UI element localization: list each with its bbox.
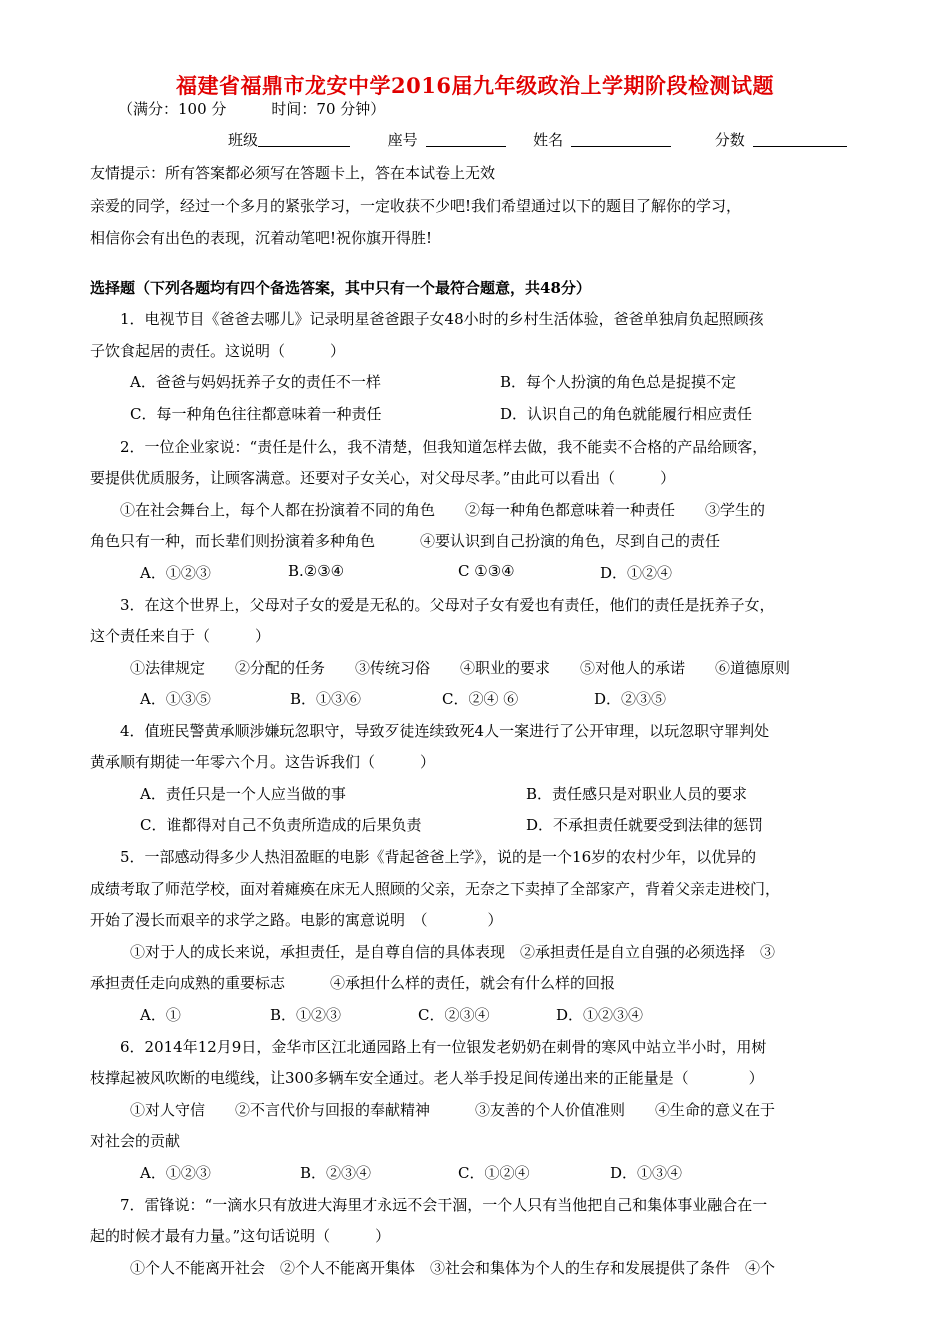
q2-stem-2: 要提供优质服务，让顾客满意。还要对子女关心，对父母尽孝。”由此可以看出（ ）: [90, 469, 676, 487]
q3-option-c: C．②④ ⑥: [442, 690, 519, 708]
q2-statements-1: ①在社会舞台上，每个人都在扮演着不同的角色 ②每一种角色都意味着一种责任 ③学生的: [120, 501, 766, 519]
name-label: 姓名: [533, 131, 564, 149]
q6-statements-1: ①对人守信 ②不言代价与回报的奉献精神 ③友善的个人价值准则 ④生命的意义在于: [130, 1101, 776, 1119]
q6-option-d: D．①③④: [610, 1164, 683, 1182]
q5-statements-1: ①对于人的成长来说，承担责任，是自尊自信的具体表现 ②承担责任是自立自强的必须选择 ③: [130, 943, 776, 961]
q5-option-c: C．②③④: [418, 1006, 490, 1024]
q3-option-a: A．①③⑤: [140, 690, 211, 708]
q3-option-b: B．①③⑥: [290, 690, 362, 708]
q6-option-b: B．②③④: [300, 1164, 372, 1182]
q5-option-a: A．①: [140, 1006, 181, 1024]
q3-option-d: D．②③⑤: [594, 690, 667, 708]
q5-statements-2: 承担责任走向成熟的重要标志 ④承担什么样的责任，就会有什么样的回报: [90, 974, 616, 992]
q5-stem-3: 开始了漫长而艰辛的求学之路。电影的寓意说明 （ ）: [90, 911, 503, 929]
seat-label: 座号: [387, 131, 418, 149]
q2-option-b: B.②③④: [288, 562, 345, 580]
q3-stem-2: 这个责任来自于（ ）: [90, 627, 271, 645]
q6-option-c: C．①②④: [458, 1164, 530, 1182]
class-blank: [258, 132, 350, 147]
q2-option-c: C ①③④: [458, 562, 515, 580]
q5-option-d: D．①②③④: [556, 1006, 644, 1024]
q6-stem-2: 枝撑起被风吹断的电缆线，让300多辆车安全通过。老人举手投足间传递出来的正能量是（ ）: [90, 1069, 764, 1087]
q2-option-d: D．①②④: [600, 564, 673, 582]
section-heading: 选择题（下列各题均有四个备选答案，其中只有一个最符合题意，共48分）: [90, 279, 591, 297]
q2-option-a: A．①②③: [140, 564, 211, 582]
intro-line-1: 亲爱的同学，经过一个多月的紧张学习，一定收获不少吧!我们希望通过以下的题目了解你的学习，: [90, 197, 742, 215]
q1-option-b: B．每个人扮演的角色总是捉摸不定: [500, 373, 737, 391]
q1-option-a: A．爸爸与妈妈抚养子女的责任不一样: [130, 373, 381, 391]
score-label: 分数: [714, 131, 745, 149]
score-blank: [753, 132, 847, 147]
q7-statements-1: ①个人不能离开社会 ②个人不能离开集体 ③社会和集体为个人的生存和发展提供了条件 ④个: [130, 1259, 776, 1277]
q4-stem-2: 黄承顺有期徒一年零六个月。这告诉我们（ ）: [90, 753, 436, 771]
seat-blank: [426, 132, 506, 147]
exam-meta: （满分：100 分 时间：70 分钟）: [118, 100, 386, 118]
q5-stem-2: 成绩考取了师范学校，面对着瘫痪在床无人照顾的父亲，无奈之下卖掉了全部家产，背着父亲走进校门，: [90, 880, 781, 898]
q1-stem-1: 1．电视节目《爸爸去哪儿》记录明星爸爸跟子女48小时的乡村生活体验，爸爸单独肩负起照顾孩: [120, 310, 764, 328]
q1-option-c: C．每一种角色往往都意味着一种责任: [130, 405, 382, 423]
q4-option-a: A．责任只是一个人应当做的事: [140, 785, 346, 803]
q3-stem-1: 3．在这个世界上，父母对子女的爱是无私的。父母对子女有爱也有责任，他们的责任是抚养子女，: [120, 596, 775, 614]
student-info-fields: [228, 129, 847, 150]
q6-option-a: A．①②③: [140, 1164, 211, 1182]
q6-stem-1: 6．2014年12月9日，金华市区江北通园路上有一位银发老奶奶在刺骨的寒风中站立半小时，用树: [120, 1038, 767, 1056]
q4-option-b: B．责任感只是对职业人员的要求: [526, 785, 748, 803]
intro-line-2: 相信你会有出色的表现，沉着动笔吧!祝你旗开得胜!: [90, 229, 433, 247]
q2-stem-1: 2．一位企业家说：“责任是什么，我不清楚，但我知道怎样去做，我不能卖不合格的产品给顾客，: [120, 438, 768, 456]
q5-stem-1: 5．一部感动得多少人热泪盈眶的电影《背起爸爸上学》，说的是一个16岁的农村少年，以优异的: [120, 848, 757, 866]
q2-statements-2: 角色只有一种，而长辈们则扮演着多种角色 ④要认识到自己扮演的角色，尽到自己的责任: [90, 532, 721, 550]
q5-option-b: B．①②③: [270, 1006, 342, 1024]
friendly-tip: 友情提示：所有答案都必须写在答题卡上，答在本试卷上无效: [90, 164, 496, 182]
q4-option-d: D．不承担责任就要受到法律的惩罚: [526, 816, 764, 834]
q4-stem-1: 4．值班民警黄承顺涉嫌玩忽职守，导致歹徒连续致死4人一案进行了公开审理，以玩忽职守罪判处: [120, 722, 770, 740]
q7-stem-2: 起的时候才最有力量。”这句话说明（ ）: [90, 1227, 391, 1245]
exam-title: 福建省福鼎市龙安中学2016届九年级政治上学期阶段检测试题: [176, 73, 774, 98]
q6-statements-2: 对社会的贡献: [90, 1132, 181, 1150]
q1-stem-2: 子饮食起居的责任。这说明（ ）: [90, 342, 346, 360]
name-blank: [571, 132, 671, 147]
class-label: 班级: [228, 131, 259, 149]
q3-statements: ①法律规定 ②分配的任务 ③传统习俗 ④职业的要求 ⑤对他人的承诺 ⑥道德原则: [130, 659, 791, 677]
q4-option-c: C．谁都得对自己不负责所造成的后果负责: [140, 816, 422, 834]
q1-option-d: D．认识自己的角色就能履行相应责任: [500, 405, 753, 423]
q7-stem-1: 7．雷锋说：“一滴水只有放进大海里才永远不会干涸，一个人只有当他把自己和集体事业融合在一: [120, 1196, 768, 1214]
